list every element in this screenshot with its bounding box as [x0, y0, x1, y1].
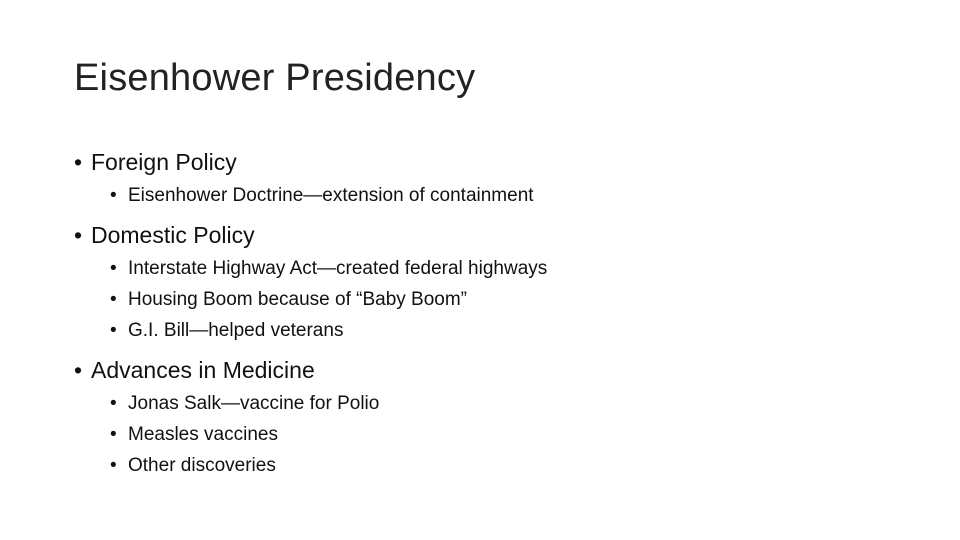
list-item-text: Eisenhower Doctrine—extension of containment	[128, 185, 534, 206]
list-item-text: Other discoveries	[128, 455, 276, 476]
section-heading	[74, 217, 920, 253]
section-advances-in-medicine	[74, 352, 920, 481]
bullet-glyph: •	[74, 222, 83, 248]
bullet-glyph: •	[74, 357, 83, 383]
list-item-text: Interstate Highway Act—created federal highways	[128, 258, 548, 279]
list-item	[110, 450, 920, 481]
bullet-glyph: •	[110, 320, 117, 341]
bullet-glyph: •	[110, 185, 117, 206]
section-domestic-policy	[74, 217, 920, 346]
section-heading-text: Advances in Medicine	[91, 357, 315, 383]
section-heading-text: Domestic Policy	[91, 222, 255, 248]
section-heading	[74, 352, 920, 388]
section-heading	[74, 144, 920, 180]
bullet-glyph: •	[110, 424, 117, 445]
bullet-glyph: •	[110, 289, 117, 310]
list-item	[110, 253, 920, 284]
section-items	[74, 388, 920, 481]
bullet-glyph: •	[110, 258, 117, 279]
section-items	[74, 253, 920, 346]
list-item-text: Jonas Salk—vaccine for Polio	[128, 393, 380, 414]
bullet-glyph: •	[110, 393, 117, 414]
list-item-text: Housing Boom because of “Baby Boom”	[128, 289, 468, 310]
section-foreign-policy	[74, 144, 920, 211]
list-item	[110, 315, 920, 346]
list-item	[110, 180, 920, 211]
section-items	[74, 180, 920, 211]
list-item-text: Measles vaccines	[128, 424, 278, 445]
slide-title: Eisenhower Presidency	[74, 57, 476, 99]
list-item	[110, 388, 920, 419]
list-item	[110, 284, 920, 315]
section-heading-text: Foreign Policy	[91, 149, 237, 175]
slide-content	[74, 144, 920, 487]
list-item-text: G.I. Bill—helped veterans	[128, 320, 344, 341]
bullet-glyph: •	[74, 149, 83, 175]
bullet-glyph: •	[110, 455, 117, 476]
list-item	[110, 419, 920, 450]
